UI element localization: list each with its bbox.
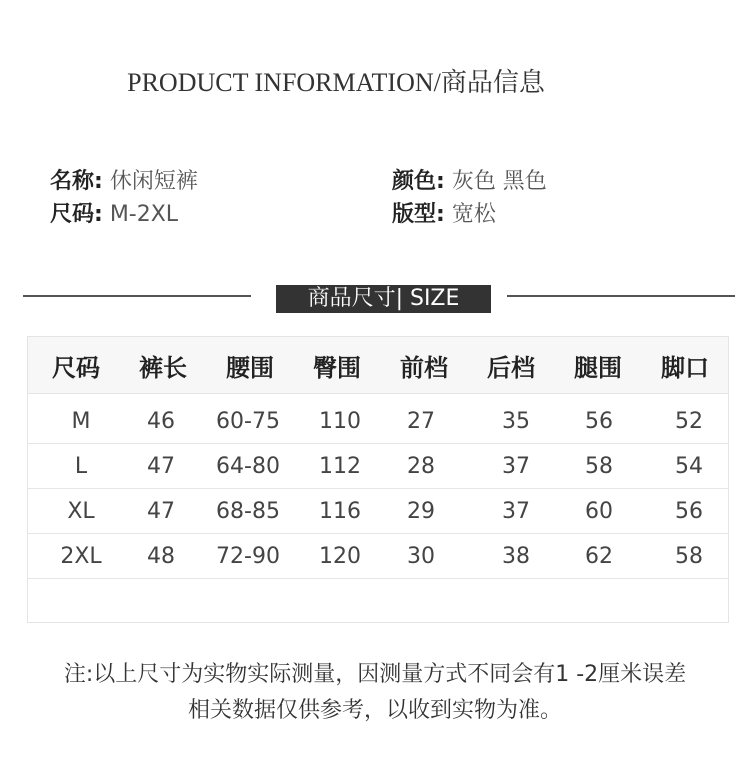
header-cell: 腿围 xyxy=(574,353,622,382)
info-size xyxy=(50,201,178,229)
table-cell: 110 xyxy=(319,408,361,434)
table-cell: 60-75 xyxy=(216,408,280,434)
table-cell: 60 xyxy=(585,498,613,524)
table-cell: M xyxy=(71,408,91,434)
info-fit-key: 版型: xyxy=(392,202,445,227)
table-cell: 56 xyxy=(585,408,613,434)
table-cell: 37 xyxy=(502,498,530,524)
table-cell: 29 xyxy=(407,498,435,524)
table-cell: 112 xyxy=(319,453,361,479)
table-row-empty xyxy=(28,580,728,623)
table-cell: 2XL xyxy=(60,543,102,569)
info-size-key: 尺码: xyxy=(50,202,103,227)
page-title: PRODUCT INFORMATION/商品信息 xyxy=(127,68,545,97)
divider-right xyxy=(507,295,735,297)
table-cell: XL xyxy=(67,498,95,524)
info-color-key: 颜色: xyxy=(392,169,445,194)
table-cell: 47 xyxy=(147,453,175,479)
table-cell: 37 xyxy=(502,453,530,479)
table-cell: 120 xyxy=(319,543,361,569)
table-cell: 27 xyxy=(407,408,435,434)
info-color-value: 灰色 黑色 xyxy=(451,169,547,194)
table-cell: 72-90 xyxy=(216,543,280,569)
table-cell: 38 xyxy=(502,543,530,569)
table-cell: 56 xyxy=(675,498,703,524)
size-banner: 商品尺寸| SIZE xyxy=(276,285,491,313)
table-cell: 64-80 xyxy=(216,453,280,479)
info-name xyxy=(50,168,198,196)
table-row xyxy=(28,534,728,579)
table-row xyxy=(28,399,728,444)
table-cell: 47 xyxy=(147,498,175,524)
table-cell: 62 xyxy=(585,543,613,569)
header-cell: 裤长 xyxy=(139,353,187,382)
footnote-line-2: 相关数据仅供参考，以收到实物为准。 xyxy=(187,698,562,723)
divider-left xyxy=(23,295,251,297)
header-cell: 腰围 xyxy=(226,353,274,382)
table-row xyxy=(28,444,728,489)
info-color xyxy=(392,168,547,196)
info-fit-value: 宽松 xyxy=(451,202,496,227)
header-cell: 脚口 xyxy=(661,353,709,382)
table-cell: 28 xyxy=(407,453,435,479)
table-header-row xyxy=(28,337,728,394)
table-cell: 58 xyxy=(585,453,613,479)
info-name-value: 休闲短裤 xyxy=(109,169,198,194)
table-cell: 116 xyxy=(319,498,361,524)
table-cell: L xyxy=(74,453,88,479)
size-table xyxy=(27,336,729,623)
table-cell: 30 xyxy=(407,543,435,569)
table-cell: 58 xyxy=(675,543,703,569)
header-cell: 后档 xyxy=(487,353,535,382)
table-cell: 46 xyxy=(147,408,175,434)
table-cell: 54 xyxy=(675,453,703,479)
table-row xyxy=(28,489,728,534)
info-fit xyxy=(392,201,496,229)
header-cell: 尺码 xyxy=(52,353,100,382)
table-cell: 52 xyxy=(675,408,703,434)
table-cell: 35 xyxy=(502,408,530,434)
info-size-value: M-2XL xyxy=(109,202,179,227)
header-cell: 臀围 xyxy=(313,353,361,382)
info-name-key: 名称: xyxy=(50,169,103,194)
table-cell: 68-85 xyxy=(216,498,280,524)
header-cell: 前档 xyxy=(400,353,448,382)
table-cell: 48 xyxy=(147,543,175,569)
footnote-line-1: 注:以上尺寸为实物实际测量，因测量方式不同会有1 -2厘米误差 xyxy=(63,662,687,687)
